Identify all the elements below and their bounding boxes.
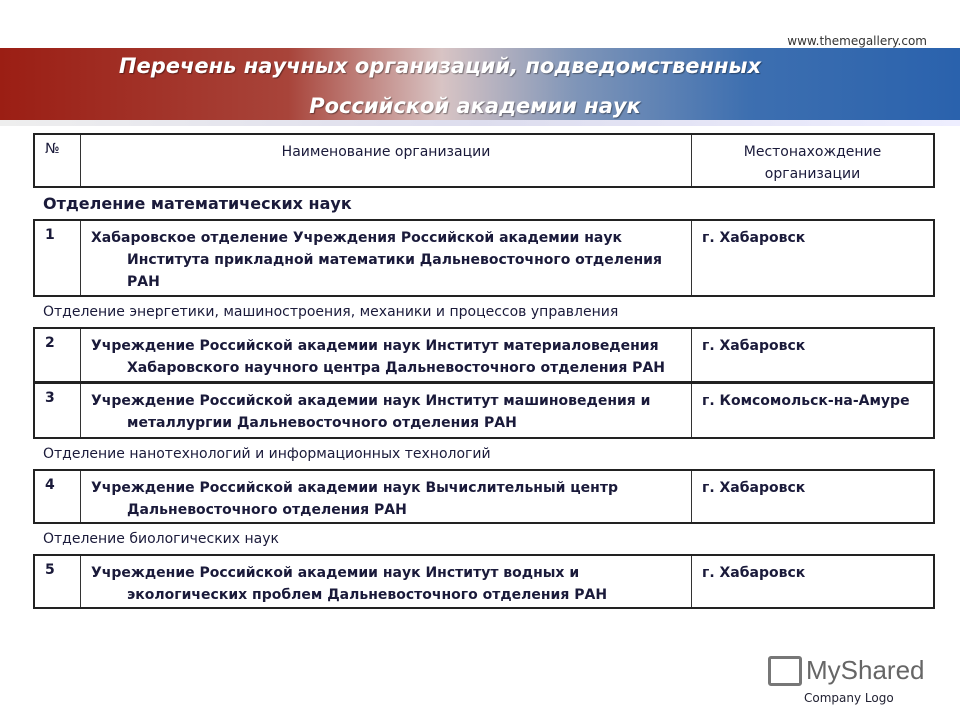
row-number: 4 [35, 471, 81, 522]
organization-location: г. Хабаровск [702, 480, 806, 496]
row-number: 2 [35, 329, 81, 381]
organization-name: Учреждение Российской академии наук Институт машиноведения и металлургии Дальневосточного отделения РАН [81, 384, 692, 437]
organization-location: г. Хабаровск [702, 338, 806, 354]
title-line-1: Перечень научных организаций, подведомственных [118, 54, 762, 78]
myshared-logo [768, 655, 925, 686]
section-label: Отделение нанотехнологий и информационных технологий [43, 446, 491, 462]
company-logo-label: Company Logo [804, 691, 894, 705]
organization-name: Учреждение Российской академии наук Институт материаловедения Хабаровского научного центра Дальневосточного отделения РАН [81, 329, 692, 381]
table-row [33, 327, 935, 383]
table-header [33, 133, 935, 188]
section-label: Отделение биологических наук [43, 531, 279, 547]
section-label: Отделение энергетики, машиностроения, механики и процессов управления [43, 304, 619, 320]
table-row [33, 383, 935, 439]
presentation-board-icon [768, 656, 802, 686]
row-number: 3 [35, 384, 81, 437]
organization-location: г. Хабаровск [702, 565, 806, 581]
header-name: Наименование организации [81, 135, 692, 186]
header-number: № [35, 135, 81, 186]
organization-name: Учреждение Российской академии наук Вычислительный центр Дальневосточного отделения РАН [81, 471, 692, 522]
organization-location: г. Комсомольск-на-Амуре [702, 393, 910, 409]
organization-name: Хабаровское отделение Учреждения Российской академии наук Института прикладной математики Дальневосточного отделения РАН [81, 221, 692, 295]
row-number: 5 [35, 556, 81, 607]
organization-location: г. Хабаровск [702, 230, 806, 246]
header-location: Местонахождение организации [743, 144, 882, 182]
website-url: www.themegallery.com [787, 34, 927, 48]
title-line-2: Российской академии наук [309, 94, 641, 118]
table-row [33, 469, 935, 524]
logo-text: MyShared [806, 655, 925, 685]
title-banner [0, 48, 960, 120]
organization-name: Учреждение Российской академии наук Институт водных и экологических проблем Дальневосточного отделения РАН [81, 556, 692, 607]
banner-shadow [0, 120, 960, 126]
table-row [33, 554, 935, 609]
table-row [33, 219, 935, 297]
row-number: 1 [35, 221, 81, 295]
organizations-table [33, 133, 935, 609]
section-label: Отделение математических наук [43, 194, 352, 213]
